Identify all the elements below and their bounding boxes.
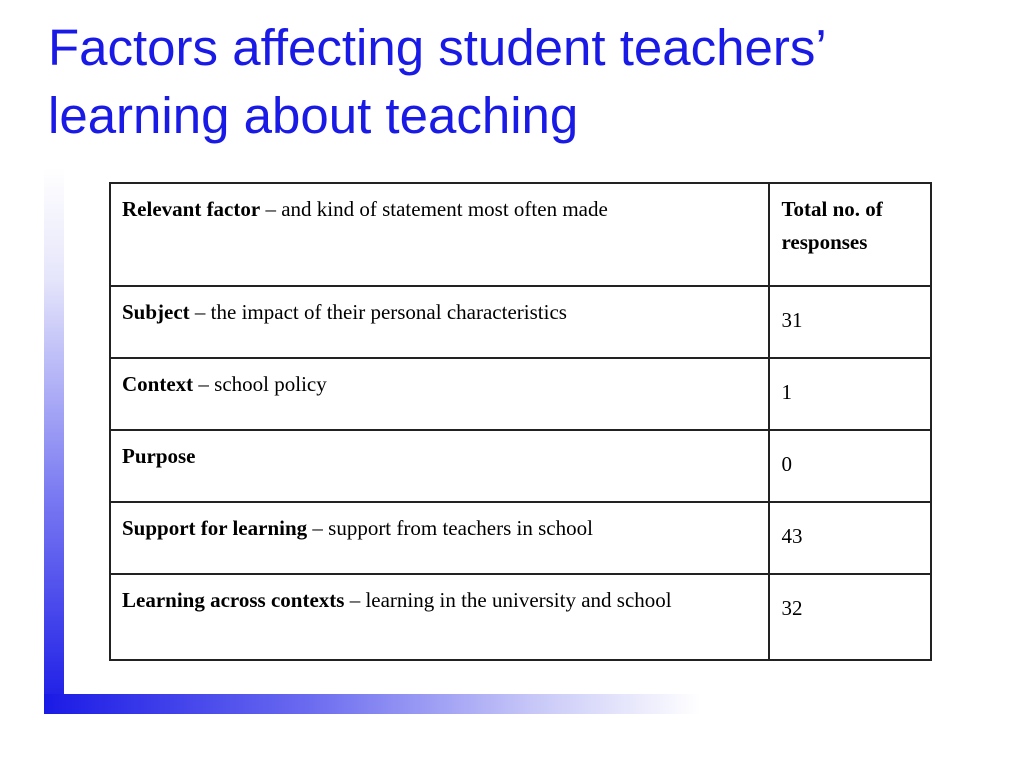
factor-cell	[110, 574, 769, 660]
factor-name: Context	[122, 372, 194, 396]
factor-cell	[110, 286, 769, 358]
table-row	[110, 574, 931, 660]
accent-bar-vertical	[44, 168, 64, 714]
factor-cell	[110, 430, 769, 502]
factors-table	[109, 182, 932, 661]
header-factor-text: – and kind of statement most often made	[260, 197, 608, 221]
factor-description: – school policy	[193, 372, 327, 396]
table-row	[110, 358, 931, 430]
slide-title	[48, 14, 1018, 150]
total-cell: 0	[769, 430, 931, 502]
factor-cell	[110, 358, 769, 430]
header-total-label: Total no. of responses	[781, 197, 883, 254]
total-cell: 43	[769, 502, 931, 574]
table-row	[110, 430, 931, 502]
factor-cell	[110, 502, 769, 574]
factor-description: – the impact of their personal characteristics	[189, 300, 567, 324]
factor-description: – support from teachers in school	[307, 516, 593, 540]
factor-name: Learning across contexts	[122, 588, 345, 612]
table-row	[110, 286, 931, 358]
table-header-row	[110, 183, 931, 286]
factor-description: – learning in the university and school	[344, 588, 672, 612]
slide-title-line-1: Factors affecting student teachers’	[48, 19, 827, 76]
factor-name: Subject	[122, 300, 190, 324]
slide-title-line-2: learning about teaching	[48, 87, 579, 144]
accent-bar-horizontal	[44, 694, 700, 714]
factor-name: Support for learning	[122, 516, 308, 540]
factor-name: Purpose	[122, 444, 196, 468]
table-row	[110, 502, 931, 574]
total-cell: 32	[769, 574, 931, 660]
header-factor-bold: Relevant factor	[122, 197, 261, 221]
total-cell: 31	[769, 286, 931, 358]
total-cell: 1	[769, 358, 931, 430]
header-factor-cell	[110, 183, 769, 286]
header-total-cell	[769, 183, 931, 286]
